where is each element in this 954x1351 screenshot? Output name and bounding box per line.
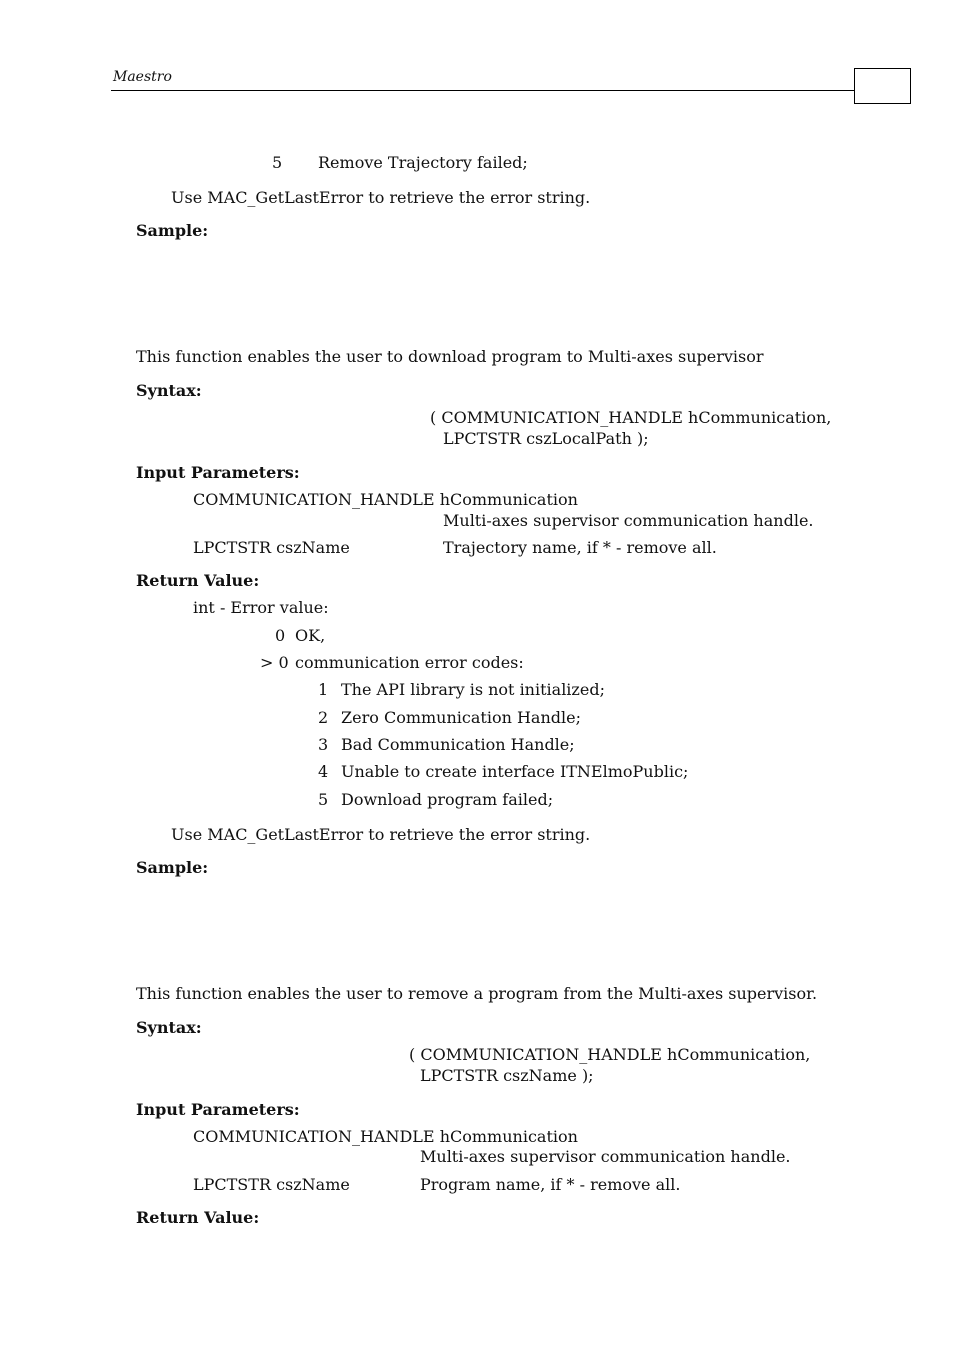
function-description: This function enables the user to download program to Multi-axes supervisor <box>136 347 764 366</box>
running-title: Maestro <box>113 69 172 85</box>
return-code-text: OK, <box>295 626 326 645</box>
error-text: Download program failed; <box>341 790 554 809</box>
error-code: 2 <box>318 708 329 727</box>
error-code: 1 <box>318 680 329 699</box>
input-parameters-heading: Input Parameters: <box>136 463 300 482</box>
return-code-text: communication error codes: <box>295 653 524 672</box>
error-note: Use MAC_GetLastError to retrieve the error string. <box>171 825 591 844</box>
error-code: 4 <box>318 762 329 781</box>
error-text: The API library is not initialized; <box>341 680 605 699</box>
parameter-description: Multi-axes supervisor communication handle. <box>443 511 814 530</box>
parameter-description: Multi-axes supervisor communication handle. <box>420 1147 791 1166</box>
parameter-name: COMMUNICATION_HANDLE hCommunication <box>193 1127 578 1146</box>
parameter-description: Program name, if * - remove all. <box>420 1175 681 1194</box>
header-rule <box>111 90 854 91</box>
return-type: int - Error value: <box>193 598 329 617</box>
return-value-heading: Return Value: <box>136 1208 260 1227</box>
syntax-heading: Syntax: <box>136 381 202 400</box>
error-code: 5 <box>318 790 329 809</box>
sample-heading: Sample: <box>136 858 209 877</box>
parameter-name: LPCTSTR cszName <box>193 1175 350 1194</box>
error-note: Use MAC_GetLastError to retrieve the error string. <box>171 188 591 207</box>
parameter-name: LPCTSTR cszName <box>193 538 350 557</box>
return-code: > 0 <box>260 653 289 672</box>
return-code: 0 <box>275 626 286 645</box>
error-text: Remove Trajectory failed; <box>318 153 528 172</box>
page-number-box <box>854 68 911 104</box>
sample-heading: Sample: <box>136 221 209 240</box>
syntax-line: LPCTSTR cszLocalPath ); <box>443 429 649 448</box>
error-text: Unable to create interface ITNElmoPublic; <box>341 762 689 781</box>
return-value-heading: Return Value: <box>136 571 260 590</box>
syntax-line: LPCTSTR cszName ); <box>420 1066 594 1085</box>
parameter-name: COMMUNICATION_HANDLE hCommunication <box>193 490 578 509</box>
error-code: 3 <box>318 735 329 754</box>
error-text: Bad Communication Handle; <box>341 735 575 754</box>
input-parameters-heading: Input Parameters: <box>136 1100 300 1119</box>
syntax-line: ( COMMUNICATION_HANDLE hCommunication, <box>430 408 832 427</box>
syntax-line: ( COMMUNICATION_HANDLE hCommunication, <box>409 1045 811 1064</box>
parameter-description: Trajectory name, if * - remove all. <box>443 538 717 557</box>
function-description: This function enables the user to remove a program from the Multi-axes supervisor. <box>136 984 818 1003</box>
syntax-heading: Syntax: <box>136 1018 202 1037</box>
error-code: 5 <box>272 153 283 172</box>
error-text: Zero Communication Handle; <box>341 708 581 727</box>
